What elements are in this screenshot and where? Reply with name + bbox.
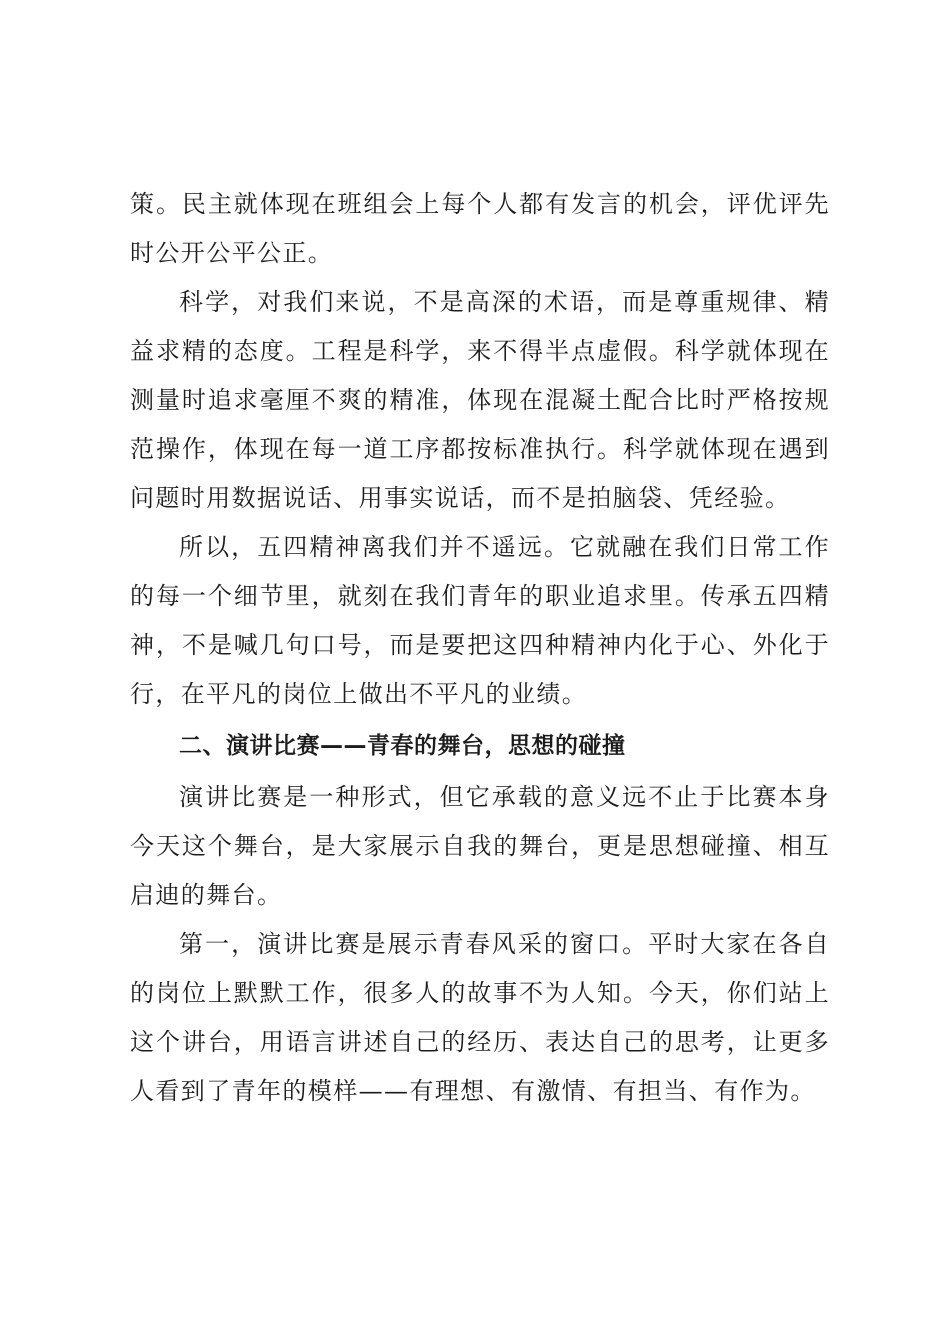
document-body bbox=[130, 180, 830, 1116]
paragraph-first-point: 第一，演讲比赛是展示青春风采的窗口。平时大家在各自的岗位上默默工作，很多人的故事不为人知。今天，你们站上这个讲台，用语言讲述自己的经历、表达自己的思考，让更多人看到了青年的模样——有理想、有激情、有担当、有作为。 bbox=[130, 930, 830, 1105]
paragraph-may-fourth-spirit: 所以，五四精神离我们并不遥远。它就融在我们日常工作的每一个细节里，就刻在我们青年的职业追求里。传承五四精神，不是喊几句口号，而是要把这四种精神内化于心、外化于行，在平凡的岗位上做出不平凡的业绩。 bbox=[130, 533, 830, 708]
paragraph-science: 科学，对我们来说，不是高深的术语，而是尊重规律、精益求精的态度。工程是科学，来不得半点虚假。科学就体现在测量时追求毫厘不爽的精准，体现在混凝土配合比时严格按规范操作，体现在每一道工序都按标准执行。科学就体现在遇到问题时用数据说话、用事实说话，而不是拍脑袋、凭经验。 bbox=[130, 288, 830, 512]
paragraph-democracy-end: 策。民主就体现在班组会上每个人都有发言的机会，评优评先时公开公平公正。 bbox=[130, 190, 830, 267]
section-heading-speech-contest: 二、演讲比赛——青春的舞台，思想的碰撞 bbox=[179, 733, 626, 759]
paragraph-speech-contest-meaning: 演讲比赛是一种形式，但它承载的意义远不止于比赛本身今天这个舞台，是大家展示自我的舞台，更是思想碰撞、相互启迪的舞台。 bbox=[130, 783, 830, 909]
